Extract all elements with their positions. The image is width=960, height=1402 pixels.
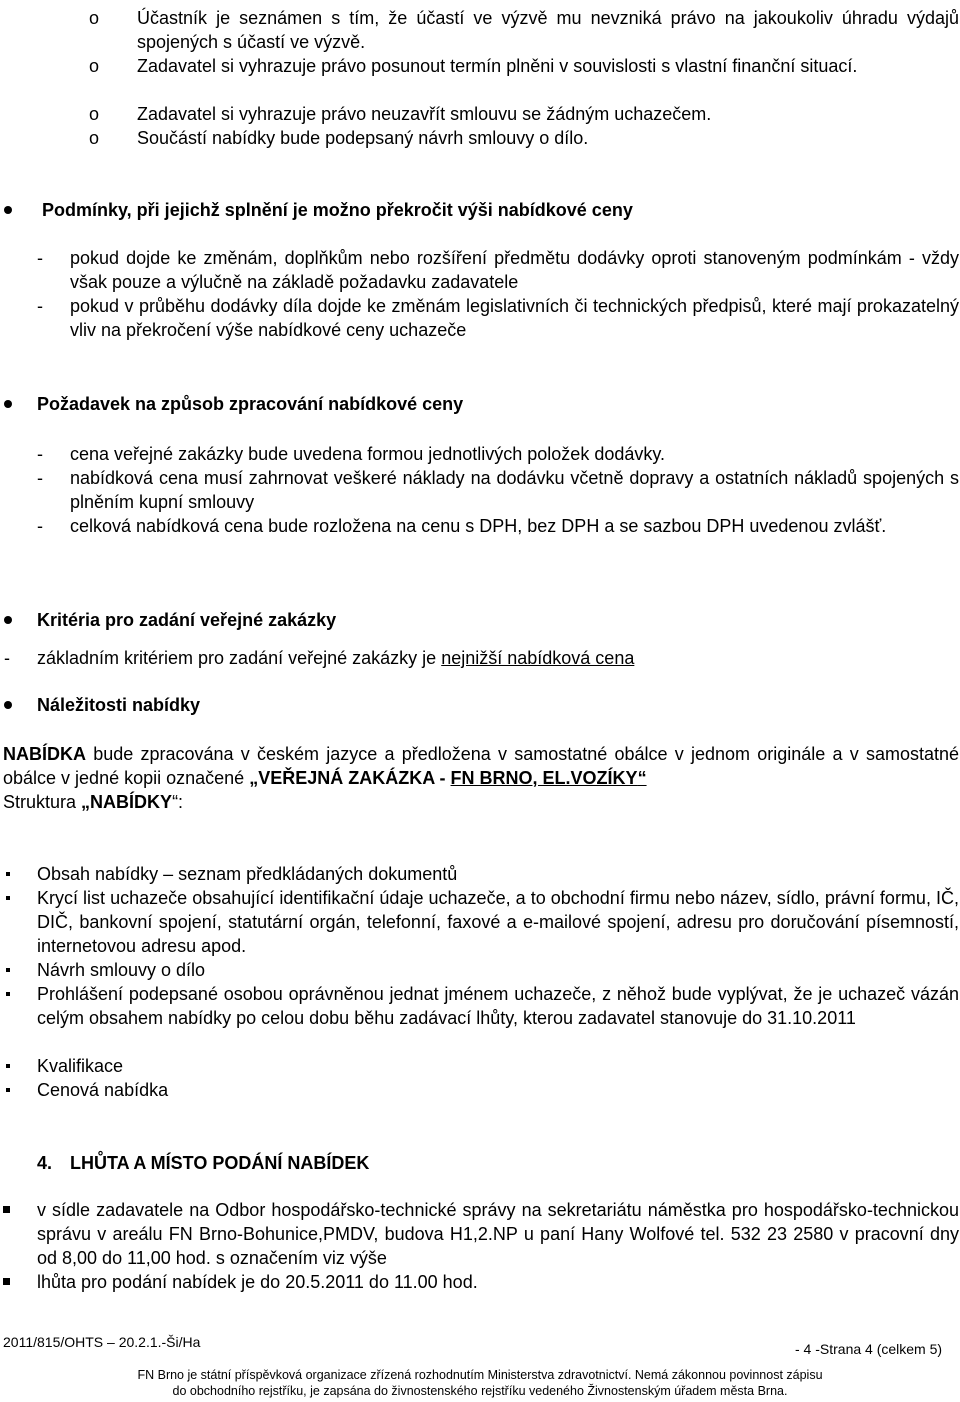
- square-bullet-icon: [6, 872, 10, 876]
- criteria-text: základním kritériem pro zadání veřejné zakázky je: [37, 648, 437, 668]
- requirements-paragraph: [3, 742, 959, 790]
- section-heading: Náležitosti nabídky: [37, 695, 201, 715]
- label-close: “: [637, 768, 647, 788]
- list-marker: o: [89, 128, 100, 148]
- dash-marker: -: [37, 444, 43, 464]
- dash-marker: -: [37, 468, 43, 488]
- section-heading: LHŮTA A MÍSTO PODÁNÍ NABÍDEK: [70, 1153, 370, 1173]
- list-item: Součástí nabídky bude podepsaný návrh smlouvy o dílo.: [137, 128, 589, 148]
- list-marker: o: [89, 104, 100, 124]
- offer-word: NABÍDKA: [3, 744, 86, 764]
- legal-note-line-2: do obchodního rejstříku, je zapsána do živnostenského rejstříku vedeného Živnostenským úřadem města Brna.: [172, 1384, 788, 1398]
- paragraph-text: bude zpracována v českém jazyce a předložena v samostatné obálce v jednom originále a v samostatné obálce v jedné kopii označené: [3, 744, 959, 788]
- bullet-dot-icon: [4, 701, 12, 709]
- dash-marker: -: [4, 648, 10, 668]
- structure-line: [3, 790, 903, 814]
- structure-label: Struktura: [3, 792, 77, 812]
- square-bullet-icon: [6, 992, 10, 996]
- criteria-item: [37, 646, 957, 670]
- list-item: nabídková cena musí zahrnovat veškeré náklady na dodávku včetně dopravy a ostatních nákladů spojených s plněním kupní smlouvy: [70, 468, 959, 512]
- list-marker: o: [89, 56, 100, 76]
- square-bullet-icon: [3, 1278, 10, 1285]
- structure-close: “:: [172, 792, 184, 812]
- dash-marker: -: [37, 296, 43, 316]
- section-heading: Kritéria pro zadání veřejné zakázky: [37, 610, 337, 630]
- bullet-dot-icon: [4, 616, 12, 624]
- list-item: Účastník je seznámen s tím, že účastí ve výzvě mu nevzniká právo na jakoukoliv úhradu výdajů spojených s účastí ve výzvě.: [137, 8, 959, 52]
- list-item: celková nabídková cena bude rozložena na cenu s DPH, bez DPH a se sazbou DPH uvedenou zvlášť.: [70, 516, 887, 536]
- list-item: Krycí list uchazeče obsahující identifikační údaje uchazeče, a to obchodní firmu nebo název, sídlo, právní formu, IČ, DIČ, bankovní spojení, statutární orgán, telefonní, faxové a e-mailové spojení, adresu pro doručování písemností, internetovou adresu apod.: [37, 888, 959, 956]
- list-item: Obsah nabídky – seznam předkládaných dokumentů: [37, 864, 458, 884]
- list-marker: o: [89, 8, 100, 28]
- list-item: Cenová nabídka: [37, 1080, 169, 1100]
- square-bullet-icon: [6, 968, 10, 972]
- section-number: 4.: [37, 1153, 53, 1173]
- document-reference: 2011/815/OHTS – 20.2.1.-Ši/Ha: [3, 1334, 201, 1350]
- label-prefix: „VEŘEJNÁ ZAKÁZKA -: [249, 768, 446, 788]
- square-bullet-icon: [6, 1064, 10, 1068]
- bullet-dot-icon: [4, 206, 12, 214]
- criteria-value: nejnižší nabídková cena: [441, 648, 635, 668]
- label-name: FN BRNO, EL.VOZÍKY: [450, 768, 638, 788]
- list-item: cena veřejné zakázky bude uvedena formou jednotlivých položek dodávky.: [70, 444, 666, 464]
- dash-marker: -: [37, 516, 43, 536]
- square-bullet-icon: [6, 896, 10, 900]
- list-item: pokud dojde ke změnám, doplňkům nebo rozšíření předmětu dodávky oproti stanoveným podmínkám - vždy však pouze a výlučně na základě požadavku zadavatele: [70, 248, 959, 292]
- list-item: pokud v průběhu dodávky díla dojde ke změnám legislativních či technických předpisů, které mají prokazatelný vliv na překročení výše nabídkové ceny uchazeče: [70, 296, 959, 340]
- page-number: - 4 -Strana 4 (celkem 5): [795, 1341, 943, 1357]
- list-item: Zadavatel si vyhrazuje právo posunout termín plněni v souvislosti s vlastní finanční situací.: [137, 56, 858, 76]
- section-heading: Požadavek na způsob zpracování nabídkové ceny: [37, 394, 464, 414]
- square-bullet-icon: [3, 1206, 10, 1213]
- list-item: Návrh smlouvy o dílo: [37, 960, 206, 980]
- list-item: lhůta pro podání nabídek je do 20.5.2011 do 11.00 hod.: [37, 1272, 478, 1292]
- list-item: Prohlášení podepsané osobou oprávněnou jednat jménem uchazeče, z něhož bude vyplývat, že je uchazeč vázán celým obsahem nabídky po celou dobu běhu zadávací lhůty, kterou zadavatel stanovuje do 31.10.2011: [37, 984, 959, 1028]
- list-item: Kvalifikace: [37, 1056, 124, 1076]
- legal-note-line-1: FN Brno je státní příspěvková organizace zřízená rozhodnutím Ministerstva zdravotnictví. Nemá zákonnou povinnost zápisu: [137, 1368, 823, 1382]
- bullet-dot-icon: [4, 400, 12, 408]
- structure-bold: „NABÍDKY: [81, 792, 173, 812]
- list-item: v sídle zadavatele na Odbor hospodářsko-technické správy na sekretariátu náměstka pro hospodářsko-technickou správu v areálu FN Brno-Bohunice,PMDV, budova H1,2.NP u paní Hany Wolfové tel. 532 23 2580 v pracovní dny od 8,00 do 11,00 hod. s označením viz výše: [37, 1200, 959, 1268]
- dash-marker: -: [37, 248, 43, 268]
- list-item: Zadavatel si vyhrazuje právo neuzavřít smlouvu se žádným uchazečem.: [137, 104, 712, 124]
- section-heading: Podmínky, při jejichž splnění je možno překročit výši nabídkové ceny: [42, 200, 633, 220]
- square-bullet-icon: [6, 1088, 10, 1092]
